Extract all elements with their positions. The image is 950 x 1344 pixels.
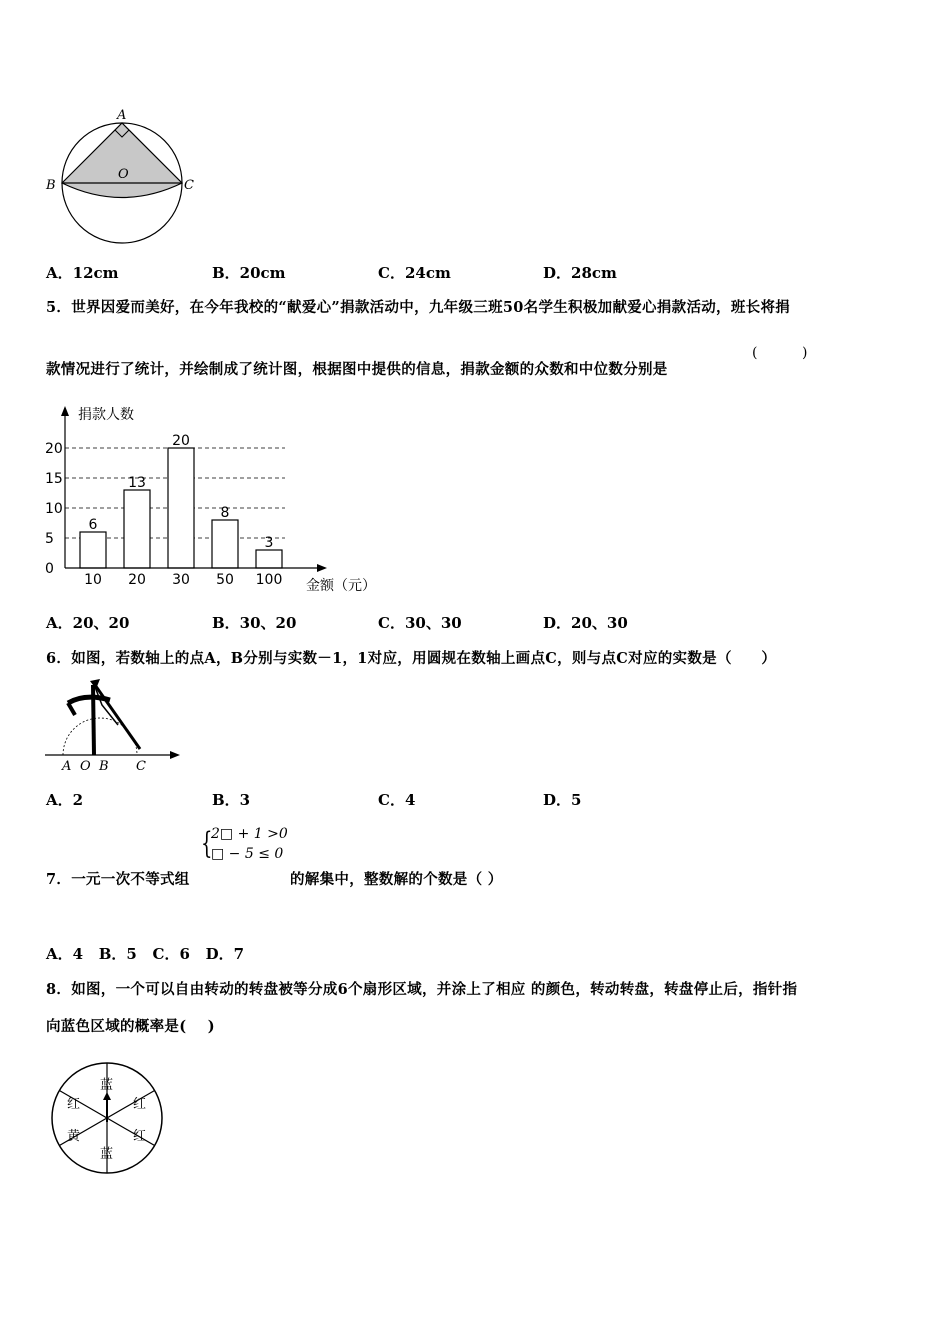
q4-option-a[interactable]: A．12cm (46, 264, 119, 282)
chart-y-tick-label: 10 (45, 501, 63, 517)
chart-x-axis-title: 金额（元） (306, 578, 376, 594)
q7-system-line1: 2□ + 1 >0 (211, 826, 288, 842)
q6-label-b: B (99, 759, 109, 774)
q6-number-line-figure (40, 675, 190, 775)
chart-x-tick-label: 10 (84, 572, 102, 588)
q5-answer-paren: ( ) (752, 345, 808, 361)
q7-brace: { (201, 826, 213, 861)
chart-data-label: 6 (88, 517, 98, 533)
q4-option-b[interactable]: B．20cm (212, 264, 286, 282)
chart-data-label: 13 (128, 475, 146, 491)
q4-label-o: O (118, 167, 129, 182)
q6-option-b[interactable]: B．3 (212, 791, 251, 809)
chart-x-tick-label: 30 (172, 572, 190, 588)
chart-data-label: 8 (220, 505, 230, 521)
chart-x-axis-arrow (317, 564, 327, 572)
q5-option-a[interactable]: A．20、20 (46, 614, 130, 632)
q4-option-d[interactable]: D．28cm (543, 264, 617, 282)
q5-question-line1: 5．世界因爱而美好，在今年我校的“献爱心”捐款活动中，九年级三班50名学生积极加献爱心捐款活动，班长将捐 (46, 299, 791, 316)
chart-y-axis-title: 捐款人数 (78, 407, 134, 423)
q4-option-c[interactable]: C．24cm (378, 264, 451, 282)
spinner-sector-top-left: 红 (67, 1097, 81, 1112)
q6-question-text: 6．如图，若数轴上的点A，B分别与实数－1，1对应，用圆规在数轴上画点C，则与点C对应的实数是（ ） (46, 650, 777, 667)
q6-option-c[interactable]: C．4 (378, 791, 416, 809)
chart-y-tick-label: 15 (45, 471, 63, 487)
q6-label-c: C (136, 759, 146, 774)
chart-x-tick-label: 50 (216, 572, 234, 588)
spinner-sector-top-right: 红 (133, 1097, 147, 1112)
chart-data-label: 3 (264, 535, 274, 551)
chart-y-tick-label: 0 (45, 561, 54, 577)
q7-question-prefix: 7．一元一次不等式组 (46, 871, 190, 888)
spinner-sector-bottom-right: 红 (133, 1129, 147, 1144)
q4-label-a: A (117, 108, 127, 123)
q6-option-a[interactable]: A．2 (46, 791, 84, 809)
arrow-up-icon (103, 1092, 111, 1100)
q7-question-suffix: 的解集中，整数解的个数是（ ） (290, 871, 503, 888)
spinner-sector-top: 蓝 (100, 1078, 114, 1093)
q4-circle-figure (40, 100, 210, 250)
q5-bar-chart (40, 398, 400, 603)
q6-compass-arc (63, 718, 137, 755)
q6-label-o: O (80, 759, 91, 774)
q4-shaded-region (62, 123, 182, 198)
chart-bar (80, 532, 106, 568)
q8-spinner-figure (45, 1062, 175, 1182)
q6-label-a: A (62, 759, 72, 774)
q5-question-line2: 款情况进行了统计，并绘制成了统计图，根据图中提供的信息，捐款金额的众数和中位数分别是 (46, 361, 668, 378)
q4-label-b: B (46, 178, 56, 193)
q7-inequality-system (201, 826, 291, 866)
chart-y-tick-label: 20 (45, 441, 63, 457)
q6-option-d[interactable]: D．5 (543, 791, 582, 809)
q5-option-b[interactable]: B．30、20 (212, 614, 297, 632)
chart-y-tick-label: 5 (45, 531, 54, 547)
q7-options[interactable]: A．4 B．5 C．6 D．7 (46, 945, 245, 963)
q8-question-line1: 8．如图，一个可以自由转动的转盘被等分成6个扇形区域，并涂上了相应 的颜色，转动转盘，转盘停止后，指针指 (46, 981, 798, 998)
chart-x-tick-label: 100 (255, 572, 283, 588)
q6-number-line-arrow (170, 751, 180, 759)
chart-bar (256, 550, 282, 568)
q5-option-c[interactable]: C．30、30 (378, 614, 462, 632)
q8-question-line2: 向蓝色区域的概率是( ) (46, 1018, 215, 1035)
compass-icon (68, 679, 140, 755)
q5-option-d[interactable]: D．20、30 (543, 614, 628, 632)
q7-system-line2: □ − 5 ≤ 0 (211, 846, 284, 862)
chart-bar (212, 520, 238, 568)
q4-label-c: C (184, 178, 194, 193)
spinner-sector-bottom-left: 黄 (67, 1129, 81, 1144)
chart-y-axis-arrow (61, 406, 69, 416)
chart-bar (168, 448, 194, 568)
chart-data-label: 20 (172, 433, 190, 449)
chart-x-tick-label: 20 (128, 572, 146, 588)
chart-bar (124, 490, 150, 568)
spinner-sector-bottom: 蓝 (100, 1147, 114, 1162)
